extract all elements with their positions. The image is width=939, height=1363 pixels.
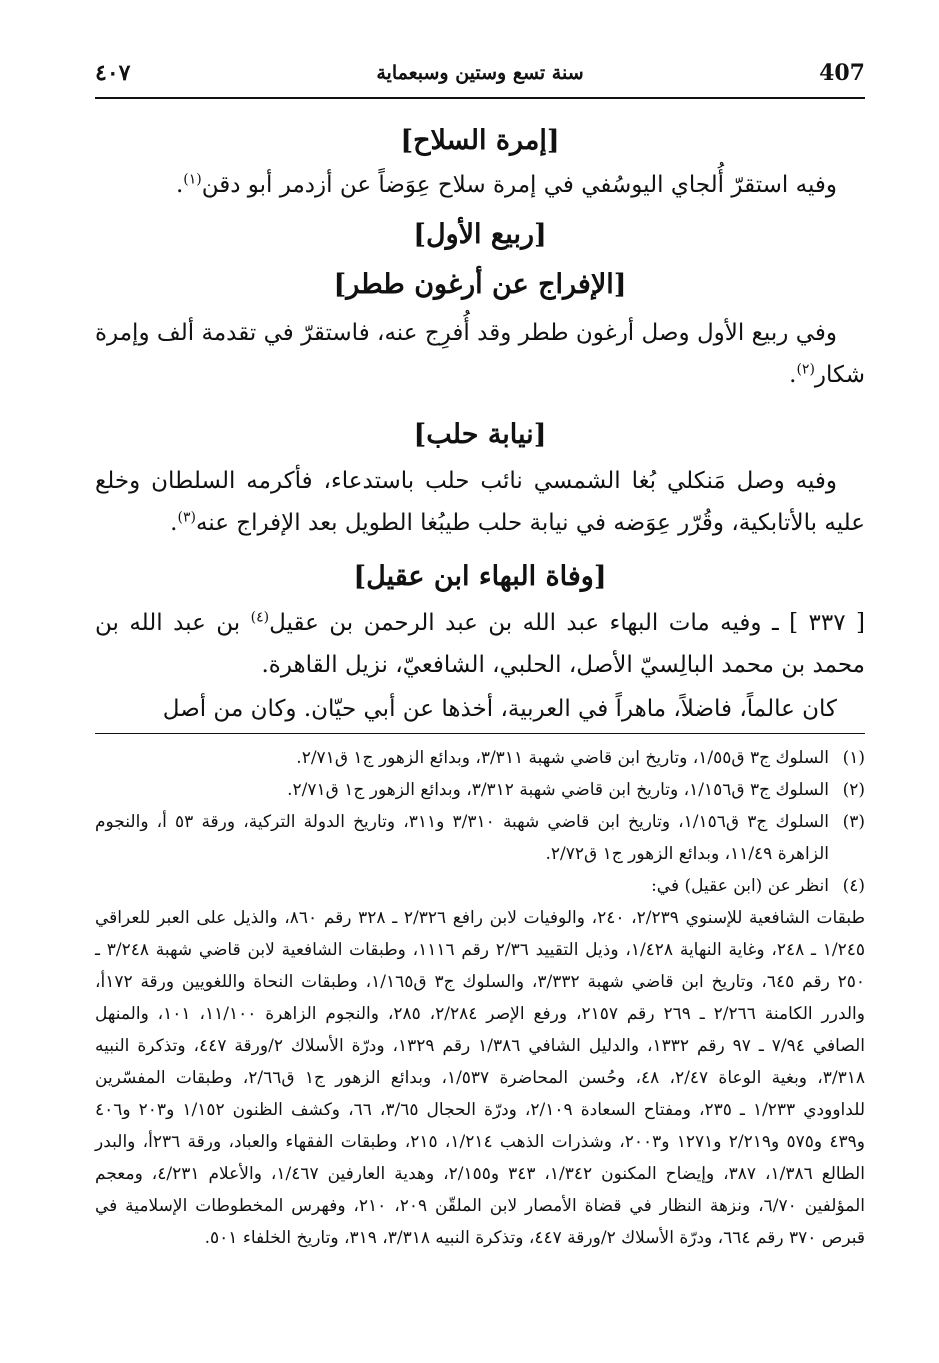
section-heading: [وفاة البهاء ابن عقيل] — [353, 561, 607, 592]
footnote-rule — [95, 733, 865, 734]
section-heading: [الإفراج عن أرغون ططر] — [333, 269, 627, 300]
running-head — [95, 58, 865, 98]
footnote-ref[interactable]: (٢) — [796, 361, 815, 378]
section-heading: [نيابة حلب] — [413, 419, 547, 450]
footnote-text: السلوك ج٣ ق١/٥٥، وتاريخ ابن قاضي شهبة ٣/٣١١، وبدائع الزهور ج١ ق٢/٧١. — [296, 748, 829, 768]
footnotes — [95, 742, 865, 1254]
footnote — [95, 774, 865, 806]
page-number-latin: 407 — [819, 60, 865, 86]
paragraph — [95, 312, 865, 396]
paragraph-text: وفيه وصل مَنكلي بُغا الشمسي نائب حلب باستدعاء، فأكرمه السلطان وخلع عليه بالأتابكية، وقُرّر عِوَضه في نيابة حلب طيبُغا الطويل بعد الإفراج عنه — [95, 468, 865, 536]
paragraph-tail: . — [789, 362, 797, 388]
paragraph — [95, 460, 865, 544]
footnote-text: انظر عن (ابن عقيل) في: — [651, 876, 829, 896]
paragraph — [95, 602, 865, 686]
footnote — [95, 870, 865, 902]
paragraph-text: وفي ربيع الأول وصل أرغون ططر وقد أُفرِج عنه، فاستقرّ في تقدمة ألف وإمرة شكار — [95, 320, 865, 388]
running-title: سنة تسع وستين وسبعماية — [376, 62, 584, 84]
section-heading: [إمرة السلاح] — [400, 125, 560, 156]
paragraph — [95, 164, 865, 206]
footnote-ref[interactable]: (٤) — [250, 609, 270, 626]
header-rule — [95, 97, 865, 99]
footnote-ref[interactable]: (١) — [183, 171, 202, 188]
footnote-number: (٢) — [842, 780, 865, 800]
paragraph-text: [ ٣٣٧ ] ـ وفيه مات البهاء عبد الله بن عبد الرحمن بن عقيل — [269, 610, 865, 636]
footnote — [95, 806, 865, 870]
footnote — [95, 742, 865, 774]
footnote-text: السلوك ج٣ ق١/١٥٦، وتاريخ ابن قاضي شهبة ٣/٣١٠ و٣١١، وتاريخ الدولة التركية، ورقة ٥٣ أ، والنجوم الزاهرة ١١/٤٩، وبدائع الزهور ج١ ق٢/٧٢. — [95, 812, 830, 864]
paragraph-text: بن عبد الله بن محمد بن محمد البالِسيّ الأصل، الحلبي، الشافعيّ، نزيل القاهرة. — [95, 610, 865, 678]
paragraph-text: وفيه استقرّ أُلجاي اليوسُفي في إمرة سلاح عِوَضاً عن أزدمر أبو دقن — [201, 172, 837, 198]
footnote-text: السلوك ج٣ ق١/١٥٦، وتاريخ ابن قاضي شهبة ٣/٣١٢، وبدائع الزهور ج١ ق٢/٧١. — [287, 780, 829, 800]
paragraph: كان عالماً، فاضلاً، ماهراً في العربية، أخذها عن أبي حيّان. وكان من أصل — [162, 696, 837, 722]
paragraph-tail: . — [170, 510, 178, 536]
footnote-ref[interactable]: (٣) — [177, 509, 196, 526]
paragraph-tail: . — [175, 172, 184, 198]
footnote-number: (٣) — [842, 812, 865, 832]
footnote-number: (٤) — [842, 876, 865, 896]
footnote-4-sources: طبقات الشافعية للإسنوي ٢/٢٣٩، ٢٤٠، والوفيات لابن رافع ٢/٣٢٦ ـ ٣٢٨ رقم ٨٦٠، والذيل على العبر للعراقي ١/٢٤٥ ـ ٢٤٨، وغاية النهاية ١/٤٢٨، وذيل التقييد ٢/٣٦ رقم ١١١٦، وطبقات الشافعية لابن قاضي شهبة ٣/٢٤٨ ـ ٢٥٠ رقم ٦٤٥، وتاريخ ابن قاضي شهبة ٣/٣٣٢، والسلوك ج٣ ق١/١٦٥، وطبقات النحاة واللغويين ورقة ١٧٢أ، والدرر الكامنة ٢/٢٦٦ ـ ٢٦٩ رقم ٢١٥٧، ورفع الإصر ٢/٢٨٤، ٢٨٥، والنجوم الزاهرة ١١/١٠٠، ١٠١، والمنهل الصافي ٧/٩٤ ـ ٩٧ رقم ١٣٣٢، والدليل الشافي ١/٣٨٦ رقم ١٣٢٩، ودرّة الأسلاك ٢/ورقة ٤٤٧، وتذكرة النبيه ٣/٣١٨، وبغية الوعاة ٢/٤٧، ٤٨، وحُسن المحاضرة ١/٥٣٧، وبدائع الزهور ج١ ق٢/٦٦، وطبقات المفسّرين للداوودي ١/٢٣٣ ـ ٢٣٥، ومفتاح السعادة ٢/١٠٩، ودرّة الحجال ٣/٦٥، ٦٦، وكشف الظنون ١/١٥٢ و٢٠٣ و٤٠٦ و٤٣٩ و٥٧٥ و٢/٢١٩ و١٢٧١ و٢٠٠٣، وشذرات الذهب ١/٢١٤، ٢١٥، وطبقات الفقهاء والعباد، ورقة ٢٣٦أ، والبدر الطالع ١/٣٨٦، ٣٨٧، وإيضاح المكنون ١/٣٤٢، ٣٤٣ و٢/١٥٥، وهدية العارفين ١/٤٦٧، والأعلام ٤/٢٣١، ومعجم المؤلفين ٦/٧٠، ونزهة النظار في قضاة الأمصار لابن الملقّن ٢٠٩، ٢١٠، وفهرس المخطوطات الإسلامية في قبرص ٣٧٠ رقم ٦٦٤، ودرّة الأسلاك ٢/ورقة ٤٤٧، وتذكرة النبيه ٣/٣١٨، ٣١٩، وتاريخ الخلفاء ٥٠١. — [95, 908, 866, 1248]
section-heading: [ربيع الأول] — [413, 219, 547, 250]
main-text — [95, 118, 865, 730]
page-number-arabic: ٤٠٧ — [95, 60, 131, 86]
footnote-number: (١) — [842, 748, 865, 768]
